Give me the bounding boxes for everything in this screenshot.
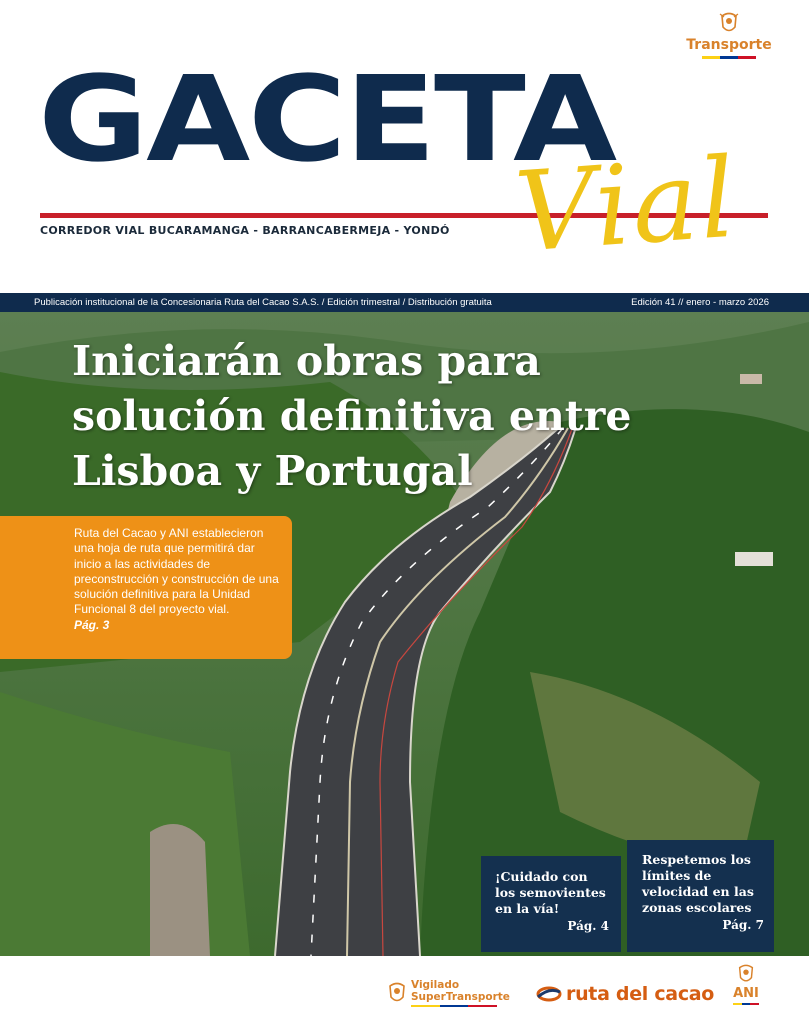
ani-logo [730, 962, 762, 1005]
agency-name: ANI [733, 986, 759, 1001]
ruta-del-cacao-logo [536, 983, 714, 1005]
publication-info-bar [0, 293, 809, 312]
teaser-livestock[interactable] [481, 856, 621, 952]
coat-of-arms-icon [718, 10, 740, 36]
teaser-speed-limits[interactable] [627, 840, 774, 952]
teaser-livestock-title: ¡Cuidado con los semovientes en la vía! [495, 869, 606, 916]
publication-credits: Publicación institucional de la Concesionaria Ruta del Cacao S.A.S. / Edición trimestral / Distribución gratuita [34, 297, 492, 308]
footer-logos [0, 956, 809, 1024]
colombia-flag-stripe [411, 1005, 497, 1007]
edition-info: Edición 41 // enero - marzo 2026 [631, 297, 769, 308]
colombia-flag-stripe [733, 1003, 759, 1005]
corridor-subtitle: CORREDOR VIAL BUCARAMANGA - BARRANCABERMEJA - YONDÓ [40, 224, 450, 237]
concessionaire-name: ruta del cacao [566, 983, 715, 1005]
ruta-del-cacao-mark-icon [536, 985, 562, 1003]
supervisor-line-2: SuperTransporte [411, 991, 510, 1003]
cover-story-lead: Ruta del Cacao y ANI establecieron una hoja de ruta que permitirá dar inicio a las actividades de preconstrucción y construcción de una solución definitiva para la Unidad Funcional 8 del proyecto vial. [74, 526, 279, 617]
masthead-title: GACETA [38, 50, 615, 188]
cover-story-page-ref: Pág. 3 [74, 617, 110, 632]
ministry-name: Transporte [686, 37, 772, 53]
supervisor-line-1: Vigilado [411, 979, 460, 991]
masthead-script-title: Vial [511, 133, 742, 277]
supertransporte-logo [386, 979, 510, 1007]
ministry-transport-logo [683, 10, 775, 59]
colombia-flag-stripe [702, 56, 756, 59]
teaser-livestock-page: Pág. 4 [567, 919, 609, 933]
coat-of-arms-icon [386, 980, 408, 1006]
teaser-speed-limits-title: Respetemos los límites de velocidad en las zonas escolares [642, 852, 754, 915]
coat-of-arms-icon [736, 962, 756, 986]
cover-story-summary [0, 516, 292, 659]
cover-headline: Iniciarán obras para solución definitiva entre Lisboa y Portugal [72, 337, 632, 495]
teaser-speed-limits-page: Pág. 7 [722, 918, 764, 932]
